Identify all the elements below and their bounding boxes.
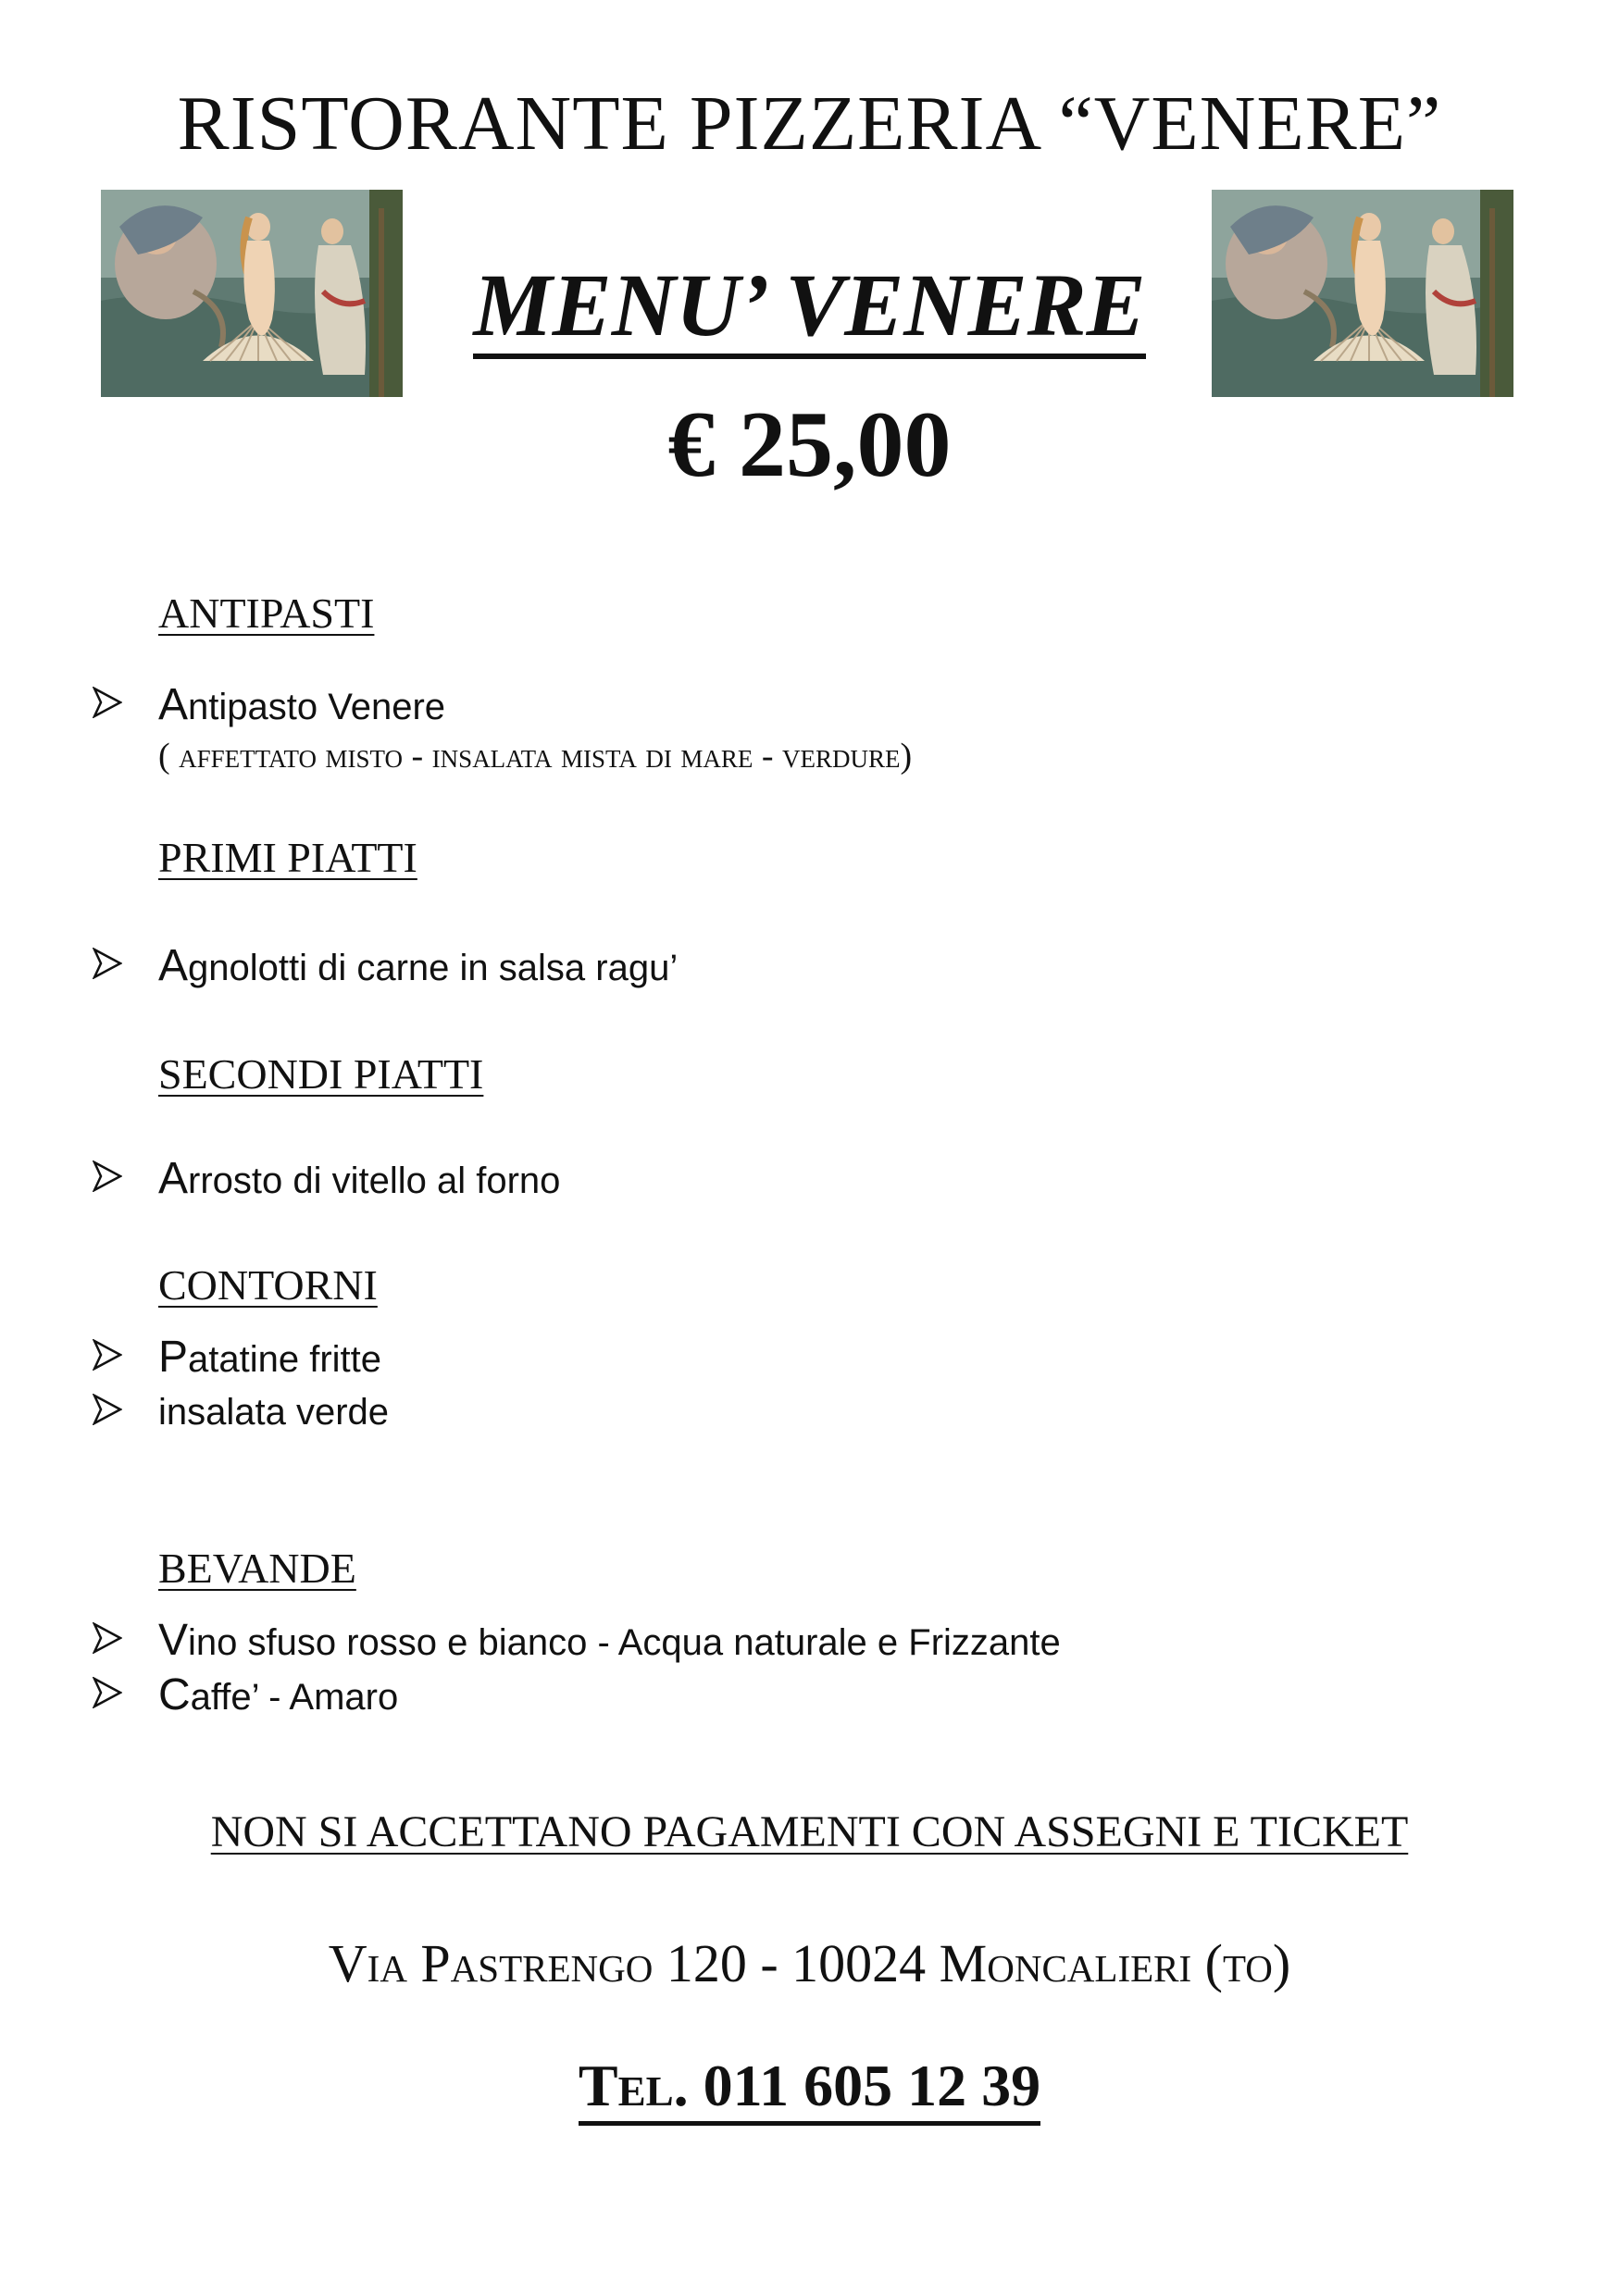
arrowhead-bullet-icon — [93, 687, 122, 718]
menu-item-antipasto-detail: ( affettato misto - insalata mista di mare - verdure) — [158, 737, 913, 776]
section-heading-contorni: CONTORNI — [158, 1261, 378, 1309]
menu-item-arrosto: Arrosto di vitello al forno — [158, 1154, 561, 1203]
arrowhead-bullet-icon — [93, 1339, 122, 1371]
menu-item-vino-acqua: Vino sfuso rosso e bianco - Acqua naturale e Frizzante — [158, 1616, 1061, 1665]
menu-title — [0, 255, 1619, 359]
arrowhead-bullet-icon — [93, 1622, 122, 1654]
arrowhead-bullet-icon — [93, 1160, 122, 1192]
payment-notice: NON SI ACCETTANO PAGAMENTI CON ASSEGNI E TICKET — [210, 1807, 1409, 1856]
section-heading-antipasti: ANTIPASTI — [158, 590, 375, 637]
menu-item-caffe-amaro: Caffe’ - Amaro — [158, 1670, 399, 1719]
menu-title-text: MENU’ VENERE — [473, 261, 1145, 359]
phone-number — [0, 2053, 1619, 2126]
arrowhead-bullet-icon — [93, 1677, 122, 1708]
section-heading-secondi: SECONDI PIATTI — [158, 1050, 484, 1098]
menu-price: € 25,00 — [667, 392, 952, 497]
restaurant-name: RISTORANTE PIZZERIA “VENERE” — [177, 81, 1442, 167]
menu-item-patatine: Patatine fritte — [158, 1333, 382, 1382]
section-heading-bevande: BEVANDE — [158, 1545, 356, 1592]
phone-number-text: Tel. 011 605 12 39 — [579, 2056, 1040, 2126]
menu-item-insalata: insalata verde — [158, 1392, 390, 1433]
menu-item-antipasto-venere: Antipasto Venere — [158, 680, 446, 729]
menu-item-agnolotti: Agnolotti di carne in salsa ragu’ — [158, 941, 679, 990]
restaurant-address: Via Pastrengo 120 - 10024 Moncalieri (to) — [328, 1933, 1291, 1993]
arrowhead-bullet-icon — [93, 948, 122, 979]
section-heading-primi: PRIMI PIATTI — [158, 834, 417, 881]
arrowhead-bullet-icon — [93, 1394, 122, 1425]
